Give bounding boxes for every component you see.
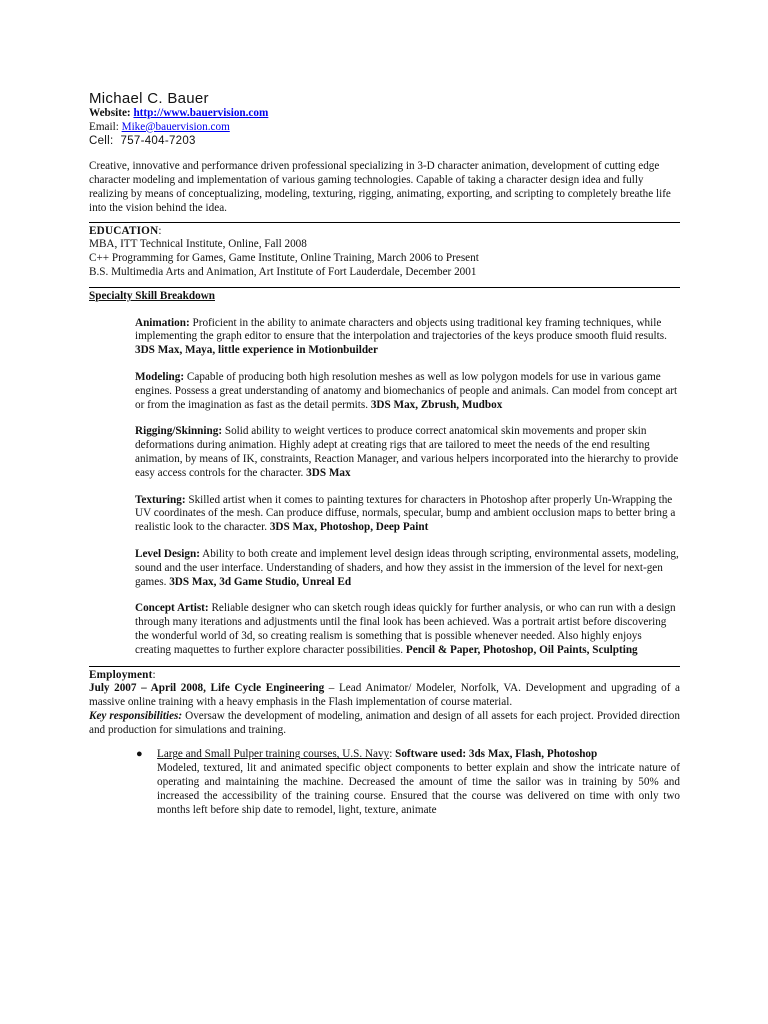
email-label: Email: (89, 120, 119, 133)
education-item: C++ Programming for Games, Game Institute, Online Training, March 2006 to Present (89, 252, 479, 265)
website-label: Website: (89, 107, 131, 119)
website-line (89, 107, 680, 121)
summary-paragraph: Creative, innovative and performance driven professional specializing in 3-D character animation, development of cutting edge character modeling and implementation of various gaming technologies. Capable of taking a character design idea and fully realizing by means of conceptualizing, modeling, texturing, rigging, animating, exporting, and scripting to completely breathe life into the vision behind the idea. (89, 160, 671, 214)
skill-modeling: Modeling: Capable of producing both high resolution meshes as well as low polygon models for use in various game engines. Possess a great understanding of anatomy and biomechanics of people and animals. Can model from concept art or from the imagination as fast as the detail permits. 3DS Max, Zbrush, Mudbox (135, 370, 678, 411)
skill-texturing: Texturing: Skilled artist when it comes to painting textures for characters in Photoshop after properly Un-Wrapping the UV coordinates of the mesh. Can produce diffuse, normals, specular, bump and ambient occlusion maps to better bring a realistic look to the character. 3DS Max, Photoshop, Deep Paint (135, 493, 676, 534)
skill-concept-artist: Concept Artist: Reliable designer who can sketch rough ideas quickly for further analysis, or who can run with a design through many iterations and adjustments until the final look has been achieved. Was a portrait artist before discovering the wonderful world of 3d, so creating realism is something that is possible whenever needed. Also highly enjoys creating maquettes to further explore character possibilities. Pencil & Paper, Photoshop, Oil Paints, Sculpting (135, 602, 676, 656)
bullet-heading: Large and Small Pulper training courses, U.S. Navy: Software used: 3ds Max, Flash, Photoshop (157, 748, 598, 761)
resume-name: Michael C. Bauer (89, 90, 209, 107)
cell-number: 757-404-7203 (120, 134, 196, 147)
employment-bullet (136, 748, 680, 817)
bullet-icon: ● (136, 748, 143, 761)
divider (89, 666, 680, 667)
cell-label: Cell: (89, 134, 114, 147)
skill-rigging: Rigging/Skinning: Solid ability to weight vertices to produce correct anatomical skin movements and proper skin deformations during animation. Highly adept at creating rigs that are tailored to meet the needs of the end resulting animation, by means of IK, constraints, Reaction Manager, and various helpers incorporated into the hierarchy to provide easy access controls for the character. 3DS Max (135, 425, 679, 479)
employment-responsibilities: Key responsibilities: Oversaw the development of modeling, animation and design of all assets for each project. Provided direction and production for simulations and training. (89, 709, 680, 736)
education-item: MBA, ITT Technical Institute, Online, Fall 2008 (89, 238, 307, 251)
education-item: B.S. Multimedia Arts and Animation, Art Institute of Fort Lauderdale, December 2001 (89, 265, 477, 278)
website-link[interactable]: http://www.bauervision.com (133, 107, 269, 119)
skills-heading: Specialty Skill Breakdown (89, 289, 215, 302)
skill-level-design: Level Design: Ability to both create and implement level design ideas through scripting, environmental assets, modeling, sound and the user interface. Understanding of shaders, and how they assist in the immersion of the level for next-gen games. 3DS Max, 3d Game Studio, Unreal Ed (135, 547, 679, 588)
employment-heading: Employment: (89, 668, 156, 681)
employment-job: July 2007 – April 2008, Life Cycle Engineering – Lead Animator/ Modeler, Norfolk, VA. Development and upgrading of a massive online training with a heavy emphasis in the Flash implementation of course material. (89, 682, 680, 709)
email-link[interactable]: Mike@bauervision.com (121, 120, 230, 133)
email-line (89, 121, 680, 135)
bullet-text: Modeled, textured, lit and animated specific object components to better explain and show the intricate nature of operating and maintaining the machine. Decreased the amount of time the sailor was in training by 50% and increased the accessibility of the training course. Ensured that the course was delivered on time with only two months left before ship date to remodel, light, texture, animate (157, 762, 680, 816)
cell-line (89, 135, 680, 149)
skills-list (135, 317, 680, 658)
divider (89, 287, 680, 288)
resume-content (89, 90, 680, 817)
skill-animation: Animation: Proficient in the ability to animate characters and objects using traditional key framing techniques, while implementing the graph editor to ensure that the interpolation and trajectories of the keys produce smooth fluid results. 3DS Max, Maya, little experience in Motionbuilder (135, 316, 667, 357)
education-heading: EDUCATION: (89, 224, 162, 237)
divider (89, 222, 680, 223)
